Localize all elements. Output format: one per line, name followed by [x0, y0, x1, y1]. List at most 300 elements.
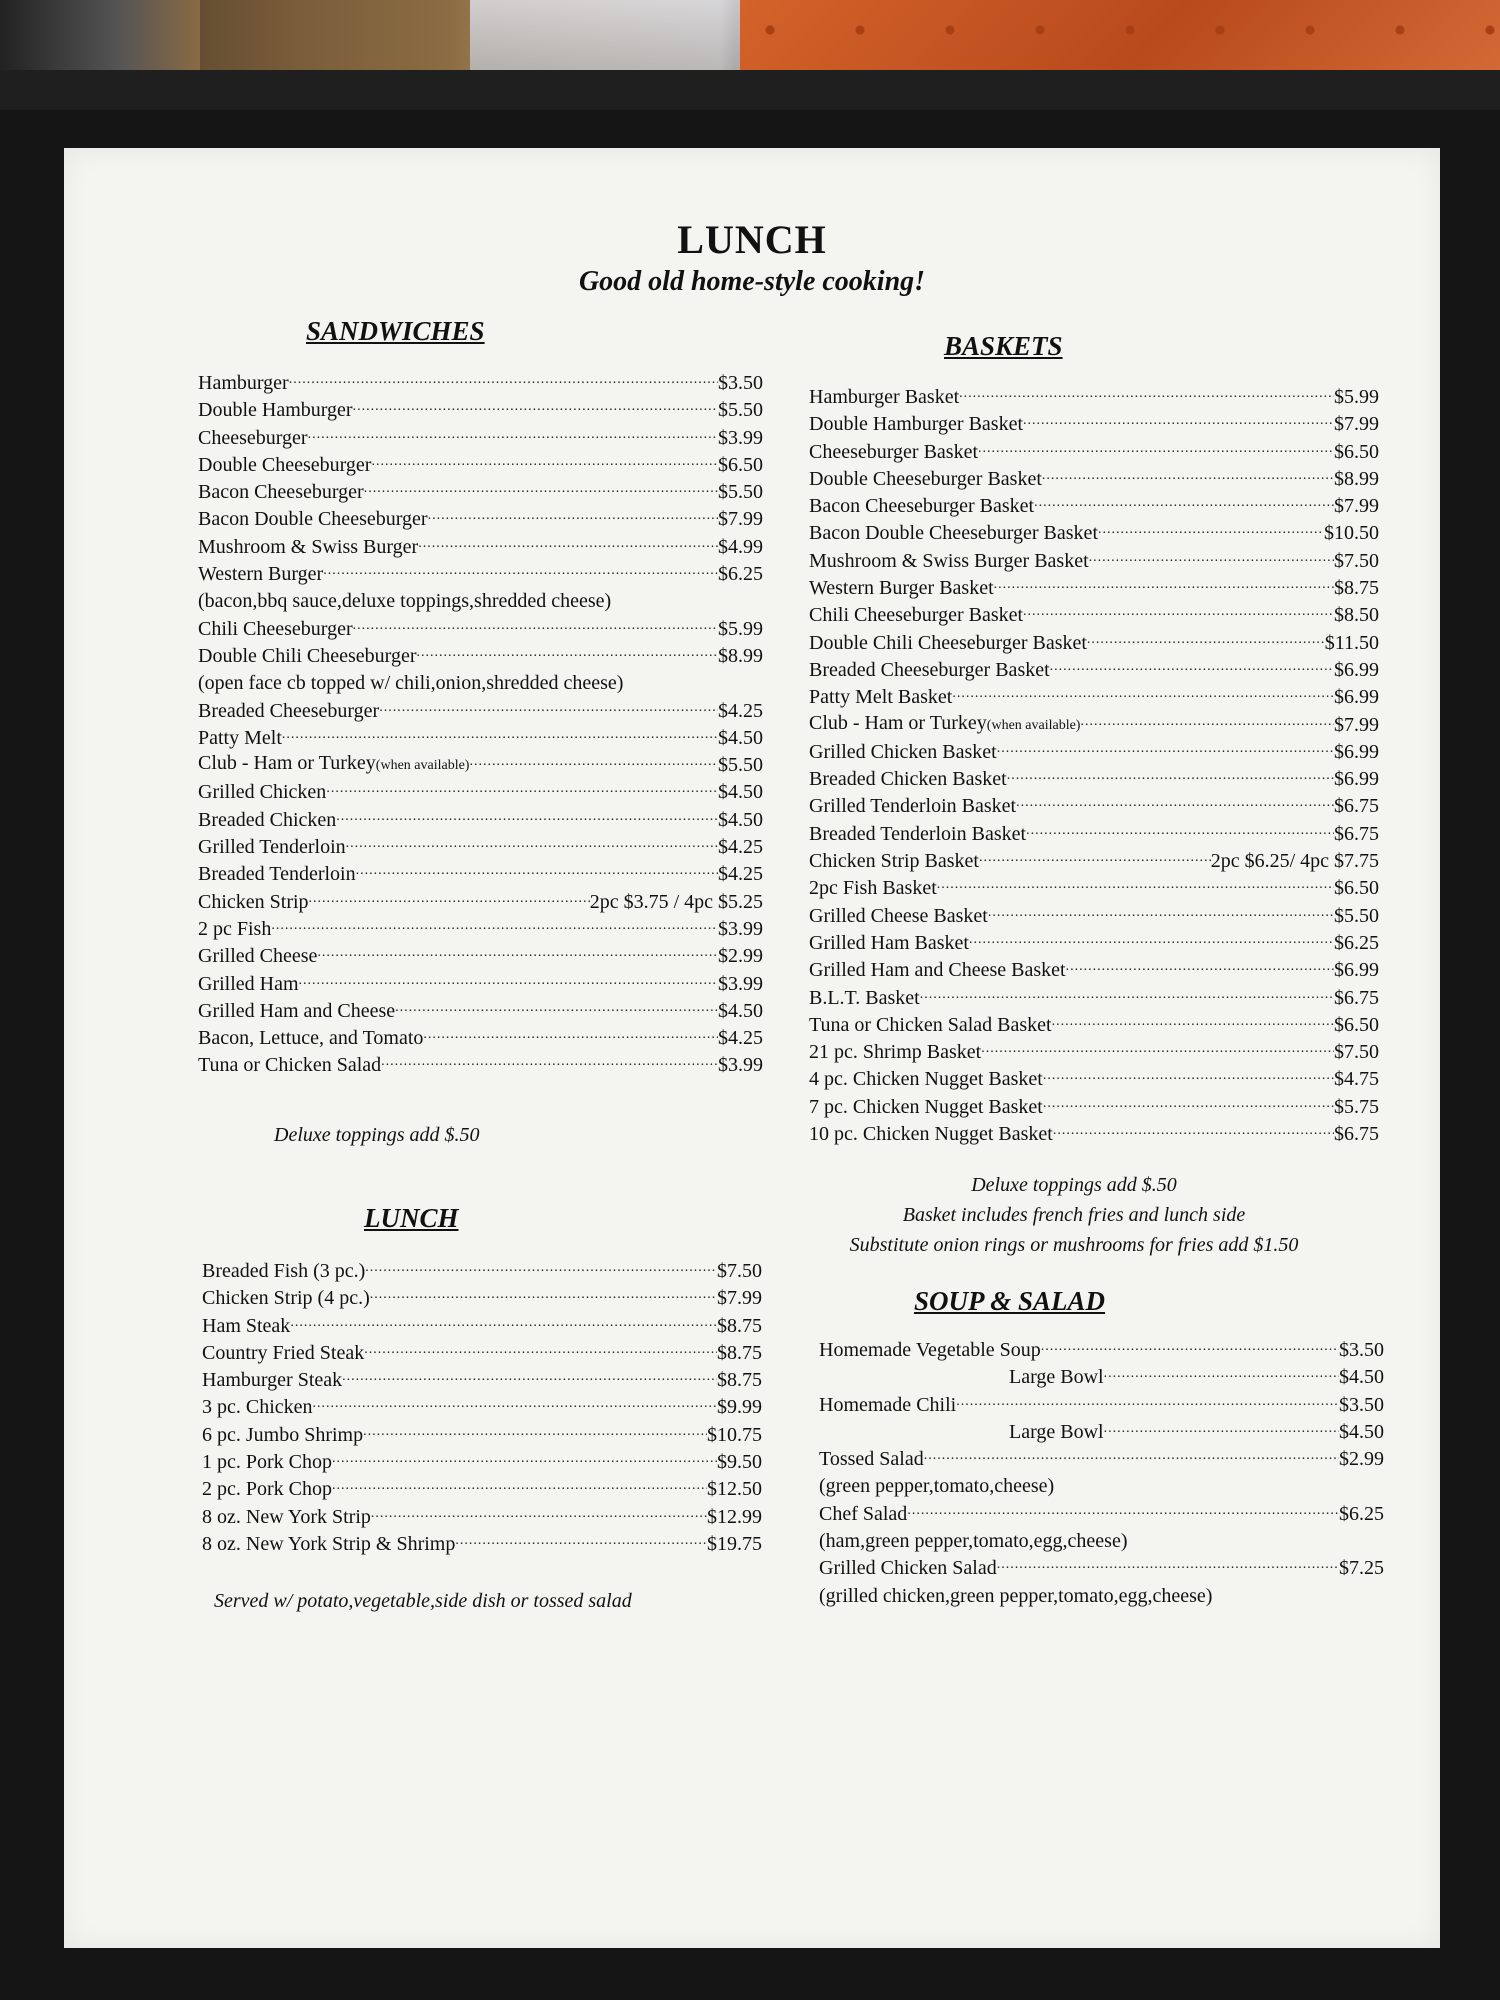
- menu-item-name: [809, 439, 978, 466]
- menu-item: [198, 889, 763, 916]
- menu-item: [809, 630, 1379, 657]
- leader-dots: [290, 1313, 717, 1340]
- menu-item-name: [809, 985, 920, 1012]
- lunch-footnote: Served w/ potato,vegetable,side dish or tossed salad: [214, 1590, 632, 1612]
- leader-dots: [1042, 466, 1334, 493]
- menu-item: [809, 903, 1379, 930]
- menu-item-name: [809, 848, 979, 875]
- menu-item-name-text: Large Bowl: [1009, 1366, 1104, 1389]
- menu-item-description: (grilled chicken,green pepper,tomato,egg,cheese): [819, 1584, 1213, 1607]
- menu-item-price: $4.50: [718, 726, 763, 749]
- menu-item: [198, 1025, 763, 1052]
- menu-item-price: $3.99: [718, 426, 763, 449]
- menu-item-name-text: Grilled Tenderloin Basket: [809, 795, 1017, 818]
- menu-item: [198, 425, 763, 452]
- menu-item-name: [198, 1052, 381, 1079]
- sandwiches-list: [198, 370, 763, 1080]
- menu-item: [809, 793, 1379, 820]
- menu-item-name-text: Breaded Tenderloin Basket: [809, 822, 1027, 845]
- menu-item-price: $6.99: [1334, 658, 1379, 681]
- menu-item-name: [202, 1394, 313, 1421]
- leader-dots: [1066, 957, 1334, 984]
- menu-item-name: [202, 1285, 370, 1312]
- menu-item: [202, 1422, 762, 1449]
- menu-item-name-text: Double Chili Cheeseburger Basket: [809, 631, 1087, 654]
- menu-item-name-text: Hamburger Basket: [809, 386, 960, 408]
- leader-dots: [988, 903, 1334, 930]
- leader-dots: [364, 1340, 717, 1367]
- menu-item-name: [198, 506, 428, 533]
- menu-item: [809, 493, 1379, 520]
- menu-item-name: [202, 1367, 342, 1394]
- menu-item-price: $4.50: [718, 808, 763, 831]
- menu-item-price: $6.50: [1334, 440, 1379, 463]
- menu-item-price: $4.50: [1339, 1366, 1384, 1389]
- menu-item-name-text: Breaded Chicken: [198, 808, 337, 831]
- menu-item-price: $2.99: [718, 945, 763, 968]
- menu-item-name-text: Breaded Cheeseburger Basket: [809, 658, 1050, 681]
- leader-dots: [952, 684, 1334, 711]
- menu-item: [202, 1449, 762, 1476]
- menu-item-name: [198, 807, 336, 834]
- menu-item: [198, 807, 763, 834]
- menu-item-price: $7.99: [1334, 413, 1379, 436]
- menu-item-name: [198, 861, 356, 888]
- menu-item-name: [809, 520, 1098, 547]
- baskets-note-1: Deluxe toppings add $.50: [971, 1174, 1177, 1196]
- leader-dots: [997, 739, 1334, 766]
- menu-item-price: $11.50: [1324, 631, 1379, 654]
- menu-item: [198, 1052, 763, 1079]
- menu-item-name: [198, 643, 416, 670]
- leader-dots: [956, 1392, 1339, 1419]
- menu-item-name-text: Double Hamburger: [198, 399, 353, 422]
- leader-dots: [271, 916, 718, 943]
- menu-item-name-text: Grilled Chicken Basket: [809, 740, 997, 763]
- leader-dots: [1016, 793, 1334, 820]
- menu-item: [198, 916, 763, 943]
- leader-dots: [346, 834, 718, 861]
- leader-dots: [370, 1285, 717, 1312]
- menu-item-price: $4.25: [718, 836, 763, 859]
- menu-item: [809, 1094, 1379, 1121]
- menu-item-name: [809, 903, 988, 930]
- menu-item-name: [809, 493, 1034, 520]
- menu-item-name-text: Homemade Vegetable Soup: [819, 1339, 1041, 1361]
- leader-dots: [1080, 712, 1334, 739]
- leader-dots: [1052, 1012, 1334, 1039]
- leader-dots: [1007, 766, 1334, 793]
- leader-dots: [1041, 1337, 1339, 1364]
- leader-dots: [937, 875, 1334, 902]
- menu-item-name-text: Breaded Cheeseburger: [198, 699, 380, 722]
- menu-item-name: [198, 397, 353, 424]
- menu-item-name: [202, 1422, 363, 1449]
- menu-item: [198, 616, 763, 643]
- menu-item: [198, 834, 763, 861]
- menu-item-name-text: Chef Salad: [819, 1502, 908, 1525]
- menu-item-name-text: Western Burger Basket: [809, 577, 994, 600]
- menu-item-name-text: Bacon, Lettuce, and Tomato: [198, 1027, 424, 1050]
- menu-item-price: $6.50: [1334, 877, 1379, 900]
- menu-item-availability: (when available): [986, 717, 1081, 733]
- menu-item-price: $6.25: [1339, 1502, 1384, 1525]
- menu-item-name-text: Patty Melt Basket: [809, 686, 953, 709]
- sandwiches-heading: SANDWICHES: [306, 316, 485, 346]
- menu-title: LUNCH: [677, 217, 827, 262]
- menu-item: [198, 561, 763, 588]
- leader-dots: [997, 1555, 1339, 1582]
- menu-item-name-text: Large Bowl: [1009, 1420, 1104, 1443]
- menu-item-price: $12.99: [707, 1505, 762, 1528]
- menu-item-name: [202, 1258, 365, 1285]
- menu-item-description: (open face cb topped w/ chili,onion,shredded cheese): [198, 672, 624, 695]
- baskets-heading: BASKETS: [944, 331, 1063, 361]
- menu-item-name: [202, 1313, 290, 1340]
- menu-item: [202, 1340, 762, 1367]
- menu-item-name-text: Grilled Chicken: [198, 781, 327, 804]
- menu-item-price: $4.50: [718, 781, 763, 804]
- menu-item-description: (green pepper,tomato,cheese): [819, 1475, 1055, 1498]
- menu-item: [809, 957, 1379, 984]
- menu-item-name-text: Chicken Strip (4 pc.): [202, 1287, 370, 1310]
- menu-item-price: $5.50: [1334, 904, 1379, 927]
- menu-item-name: [809, 630, 1087, 657]
- menu-item-price: $6.99: [1334, 959, 1379, 982]
- menu-item-name: [198, 943, 317, 970]
- leader-dots: [353, 397, 718, 424]
- menu-item-price: $10.75: [707, 1423, 762, 1446]
- menu-sheet: [64, 148, 1440, 1948]
- menu-item-price: $6.99: [1334, 768, 1379, 791]
- leader-dots: [282, 725, 718, 752]
- menu-item-name-text: Western Burger: [198, 563, 324, 586]
- menu-item-name: [198, 916, 271, 943]
- leader-dots: [363, 1422, 707, 1449]
- menu-item-price: $3.99: [718, 1054, 763, 1077]
- menu-item-name: [809, 793, 1016, 820]
- leader-dots: [1026, 821, 1334, 848]
- leader-dots: [924, 1446, 1339, 1473]
- menu-item-price: $7.50: [1334, 549, 1379, 572]
- menu-item-price: $4.50: [718, 999, 763, 1022]
- menu-item-name-text: Hamburger: [198, 372, 289, 394]
- menu-item-price: $6.50: [1334, 1013, 1379, 1036]
- menu-item-price: $5.50: [718, 399, 763, 422]
- leader-dots: [364, 479, 718, 506]
- menu-item-price: $7.25: [1339, 1557, 1384, 1580]
- leader-dots: [981, 1039, 1334, 1066]
- menu-item-name: [809, 710, 1080, 739]
- menu-item-name-text: Cheeseburger Basket: [809, 440, 979, 463]
- menu-item: [198, 397, 763, 424]
- menu-item-name-text: Mushroom & Swiss Burger Basket: [809, 549, 1089, 572]
- menu-item-name-text: Chicken Strip: [198, 890, 309, 913]
- leader-dots: [1023, 411, 1334, 438]
- menu-item: [809, 466, 1379, 493]
- menu-item-name-text: Hamburger Steak: [202, 1369, 343, 1392]
- menu-item: [819, 1392, 1384, 1419]
- menu-item-name: [819, 1501, 907, 1528]
- leader-dots: [1104, 1364, 1339, 1391]
- menu-item-name: [198, 889, 309, 916]
- menu-item-name: [809, 957, 1066, 984]
- menu-item-availability: (when available): [375, 758, 470, 774]
- menu-item-name-text: Bacon Cheeseburger Basket: [809, 495, 1035, 518]
- menu-item: [202, 1504, 762, 1531]
- menu-item: [198, 998, 763, 1025]
- menu-item-name: [819, 1555, 997, 1582]
- menu-item: [809, 1121, 1379, 1148]
- menu-item-price: $7.99: [717, 1287, 762, 1310]
- menu-item-name: [809, 548, 1089, 575]
- menu-item-price: $7.50: [717, 1260, 762, 1282]
- leader-dots: [309, 889, 590, 916]
- leader-dots: [969, 930, 1334, 957]
- soup-salad-list: [819, 1337, 1384, 1610]
- menu-item-name-text: Patty Melt: [198, 726, 282, 749]
- menu-item-name-text: Breaded Chicken Basket: [809, 768, 1007, 791]
- menu-item: [198, 779, 763, 806]
- leader-dots: [455, 1531, 707, 1558]
- menu-item-name-text: 2 pc. Pork Chop: [202, 1478, 332, 1501]
- leader-dots: [381, 1052, 718, 1079]
- menu-item-name: [198, 534, 418, 561]
- menu-item-name: [202, 1531, 455, 1558]
- leader-dots: [428, 506, 718, 533]
- menu-item-name: [198, 479, 364, 506]
- menu-item-name-text: Grilled Tenderloin: [198, 836, 346, 859]
- leader-dots: [469, 752, 718, 779]
- menu-item-price: $8.75: [1334, 577, 1379, 600]
- menu-item-price: $6.50: [718, 453, 763, 476]
- menu-item: [809, 384, 1379, 411]
- menu-item: [198, 506, 763, 533]
- menu-item: [198, 370, 763, 397]
- menu-item-price: $5.50: [718, 481, 763, 504]
- menu-item-name-text: Grilled Cheese Basket: [809, 904, 988, 927]
- menu-item-price: $6.25: [1334, 931, 1379, 954]
- menu-item-name: [809, 1121, 1053, 1148]
- menu-item: [198, 971, 763, 998]
- menu-item-name-text: Tuna or Chicken Salad Basket: [809, 1013, 1052, 1036]
- menu-item-name-text: 4 pc. Chicken Nugget Basket: [809, 1068, 1043, 1091]
- leader-dots: [1087, 630, 1325, 657]
- menu-item: [809, 1012, 1379, 1039]
- menu-item-price: $6.99: [1334, 740, 1379, 763]
- leader-dots: [371, 1504, 707, 1531]
- menu-item: [819, 1419, 1384, 1446]
- leader-dots: [332, 1476, 707, 1503]
- menu-item-name-text: Bacon Double Cheeseburger Basket: [809, 522, 1098, 545]
- menu-item-name-text: Grilled Cheese: [198, 945, 318, 968]
- leader-dots: [342, 1367, 717, 1394]
- menu-item-name-text: 7 pc. Chicken Nugget Basket: [809, 1095, 1043, 1118]
- baskets-list: [809, 384, 1379, 1148]
- menu-item-name-text: Ham Steak: [202, 1314, 291, 1337]
- leader-dots: [371, 452, 718, 479]
- menu-item-name: [1009, 1364, 1104, 1391]
- leader-dots: [1043, 1094, 1334, 1121]
- menu-item-price: $8.99: [718, 644, 763, 667]
- leader-dots: [365, 1258, 717, 1285]
- menu-item-price: $7.99: [1334, 495, 1379, 518]
- menu-item-name-text: Tossed Salad: [819, 1448, 924, 1471]
- menu-item-name: [1009, 1419, 1104, 1446]
- menu-item-name-text: Grilled Ham and Cheese: [198, 999, 396, 1022]
- leader-dots: [978, 439, 1334, 466]
- menu-item-name-text: Double Hamburger Basket: [809, 413, 1024, 436]
- menu-item-name-text: 21 pc. Shrimp Basket: [809, 1041, 982, 1064]
- menu-item: [198, 452, 763, 479]
- menu-item: [819, 1555, 1384, 1582]
- menu-item-name: [809, 766, 1007, 793]
- menu-item: [202, 1394, 762, 1421]
- menu-item: [809, 657, 1379, 684]
- menu-item: [198, 534, 763, 561]
- menu-item-name: [198, 779, 326, 806]
- menu-item-name: [809, 602, 1023, 629]
- menu-item-name: [809, 1039, 981, 1066]
- menu-item-price: 2pc $3.75 / 4pc $5.25: [589, 890, 763, 913]
- leader-dots: [317, 943, 718, 970]
- menu-item: [809, 848, 1379, 875]
- leader-dots: [423, 1025, 718, 1052]
- menu-item-name-text: 2 pc Fish: [198, 917, 272, 940]
- leader-dots: [299, 971, 718, 998]
- menu-item-name: [198, 750, 469, 779]
- menu-item-name-text: Homemade Chili: [819, 1393, 957, 1416]
- menu-item-price: $6.75: [1334, 795, 1379, 818]
- lunch-heading: LUNCH: [364, 1203, 459, 1233]
- leader-dots: [907, 1501, 1339, 1528]
- menu-item-price: $5.75: [1334, 1095, 1379, 1118]
- menu-item-name: [198, 561, 323, 588]
- menu-item-name: [809, 466, 1042, 493]
- baskets-note-2: Basket includes french fries and lunch side: [902, 1204, 1246, 1226]
- menu-item-name-text: Grilled Ham Basket: [809, 931, 969, 954]
- menu-item: [809, 575, 1379, 602]
- leader-dots: [1098, 520, 1324, 547]
- menu-item-price: $6.75: [1334, 822, 1379, 845]
- menu-item-name-text: 3 pc. Chicken: [202, 1396, 313, 1419]
- menu-item-price: $4.25: [718, 699, 763, 722]
- menu-item-name-text: Cheeseburger: [198, 426, 308, 449]
- menu-item-name-text: Double Cheeseburger Basket: [809, 467, 1042, 490]
- menu-item-name: [198, 725, 282, 752]
- menu-item-price: $7.50: [1334, 1041, 1379, 1064]
- menu-item-price: $6.75: [1334, 1123, 1379, 1146]
- menu-item: [809, 411, 1379, 438]
- menu-item-name-text: Club - Ham or Turkey: [198, 752, 376, 775]
- menu-item: [809, 985, 1379, 1012]
- menu-item: [809, 520, 1379, 547]
- menu-item-name: [809, 739, 997, 766]
- menu-item-price: $3.99: [718, 972, 763, 995]
- menu-item-name: [198, 834, 346, 861]
- menu-item: [819, 1501, 1384, 1528]
- menu-item-name-text: Chili Cheeseburger: [198, 617, 353, 640]
- menu-item-name: [198, 698, 379, 725]
- menu-item-name: [809, 684, 952, 711]
- menu-item-name: [809, 1094, 1043, 1121]
- menu-item-price: $8.75: [717, 1314, 762, 1337]
- leader-dots: [1053, 1121, 1334, 1148]
- menu-item: [198, 752, 763, 779]
- menu-item-price: $5.99: [718, 617, 763, 640]
- menu-item-price: $4.75: [1334, 1068, 1379, 1091]
- menu-item-name-text: Club - Ham or Turkey: [809, 711, 987, 734]
- menu-item-price: $4.50: [1339, 1420, 1384, 1443]
- menu-item-price: $8.75: [717, 1369, 762, 1392]
- menu-item-name: [198, 425, 308, 452]
- menu-item-name-text: Breaded Tenderloin: [198, 863, 356, 886]
- menu-item: [202, 1476, 762, 1503]
- menu-item-name-text: Grilled Ham: [198, 972, 299, 995]
- menu-item-price: $5.50: [718, 754, 763, 777]
- menu-item-name: [819, 1392, 956, 1419]
- menu-item-name: [809, 821, 1026, 848]
- menu-item-name-text: Double Cheeseburger: [198, 453, 372, 476]
- menu-item-price: $5.99: [1334, 386, 1379, 408]
- menu-item: [809, 1066, 1379, 1093]
- menu-item-price: $8.50: [1334, 604, 1379, 627]
- menu-item-price: $12.50: [707, 1478, 762, 1501]
- menu-item-price: $3.99: [718, 917, 763, 940]
- menu-item: [819, 1364, 1384, 1391]
- menu-item-name-text: Double Chili Cheeseburger: [198, 644, 417, 667]
- menu-item-price: $8.99: [1334, 467, 1379, 490]
- menu-item-name: [809, 1012, 1052, 1039]
- menu-item: [202, 1531, 762, 1558]
- leader-dots: [1104, 1419, 1339, 1446]
- menu-item: [198, 725, 763, 752]
- menu-item-price: $6.99: [1334, 686, 1379, 709]
- menu-item-name-text: 1 pc. Pork Chop: [202, 1451, 332, 1474]
- leader-dots: [336, 807, 718, 834]
- menu-item: [809, 712, 1379, 739]
- menu-item-price: $19.75: [707, 1532, 762, 1555]
- leader-dots: [1034, 493, 1334, 520]
- sandwiches-footnote: Deluxe toppings add $.50: [274, 1124, 480, 1146]
- menu-item: [819, 1446, 1384, 1473]
- leader-dots: [289, 370, 718, 397]
- menu-item-name: [198, 1025, 423, 1052]
- menu-item: [809, 875, 1379, 902]
- menu-item-name-text: Grilled Ham and Cheese Basket: [809, 959, 1066, 982]
- menu-tagline: Good old home-style cooking!: [578, 266, 926, 297]
- menu-item: [198, 943, 763, 970]
- leader-dots: [416, 643, 718, 670]
- menu-item-price: $8.75: [717, 1341, 762, 1364]
- menu-item: [809, 930, 1379, 957]
- menu-item-name: [198, 370, 289, 397]
- leader-dots: [1043, 1066, 1334, 1093]
- menu-item-name: [809, 657, 1050, 684]
- menu-item: [202, 1258, 762, 1285]
- menu-item: [809, 602, 1379, 629]
- leader-dots: [332, 1449, 717, 1476]
- leader-dots: [994, 575, 1334, 602]
- menu-item-name: [202, 1476, 332, 1503]
- menu-item-name: [819, 1337, 1041, 1364]
- menu-item-name-text: Bacon Double Cheeseburger: [198, 508, 428, 531]
- menu-item: [809, 739, 1379, 766]
- menu-item: [809, 548, 1379, 575]
- leader-dots: [959, 384, 1334, 411]
- menu-item-price: $3.50: [718, 372, 763, 394]
- menu-item-name-text: 2pc Fish Basket: [809, 877, 937, 900]
